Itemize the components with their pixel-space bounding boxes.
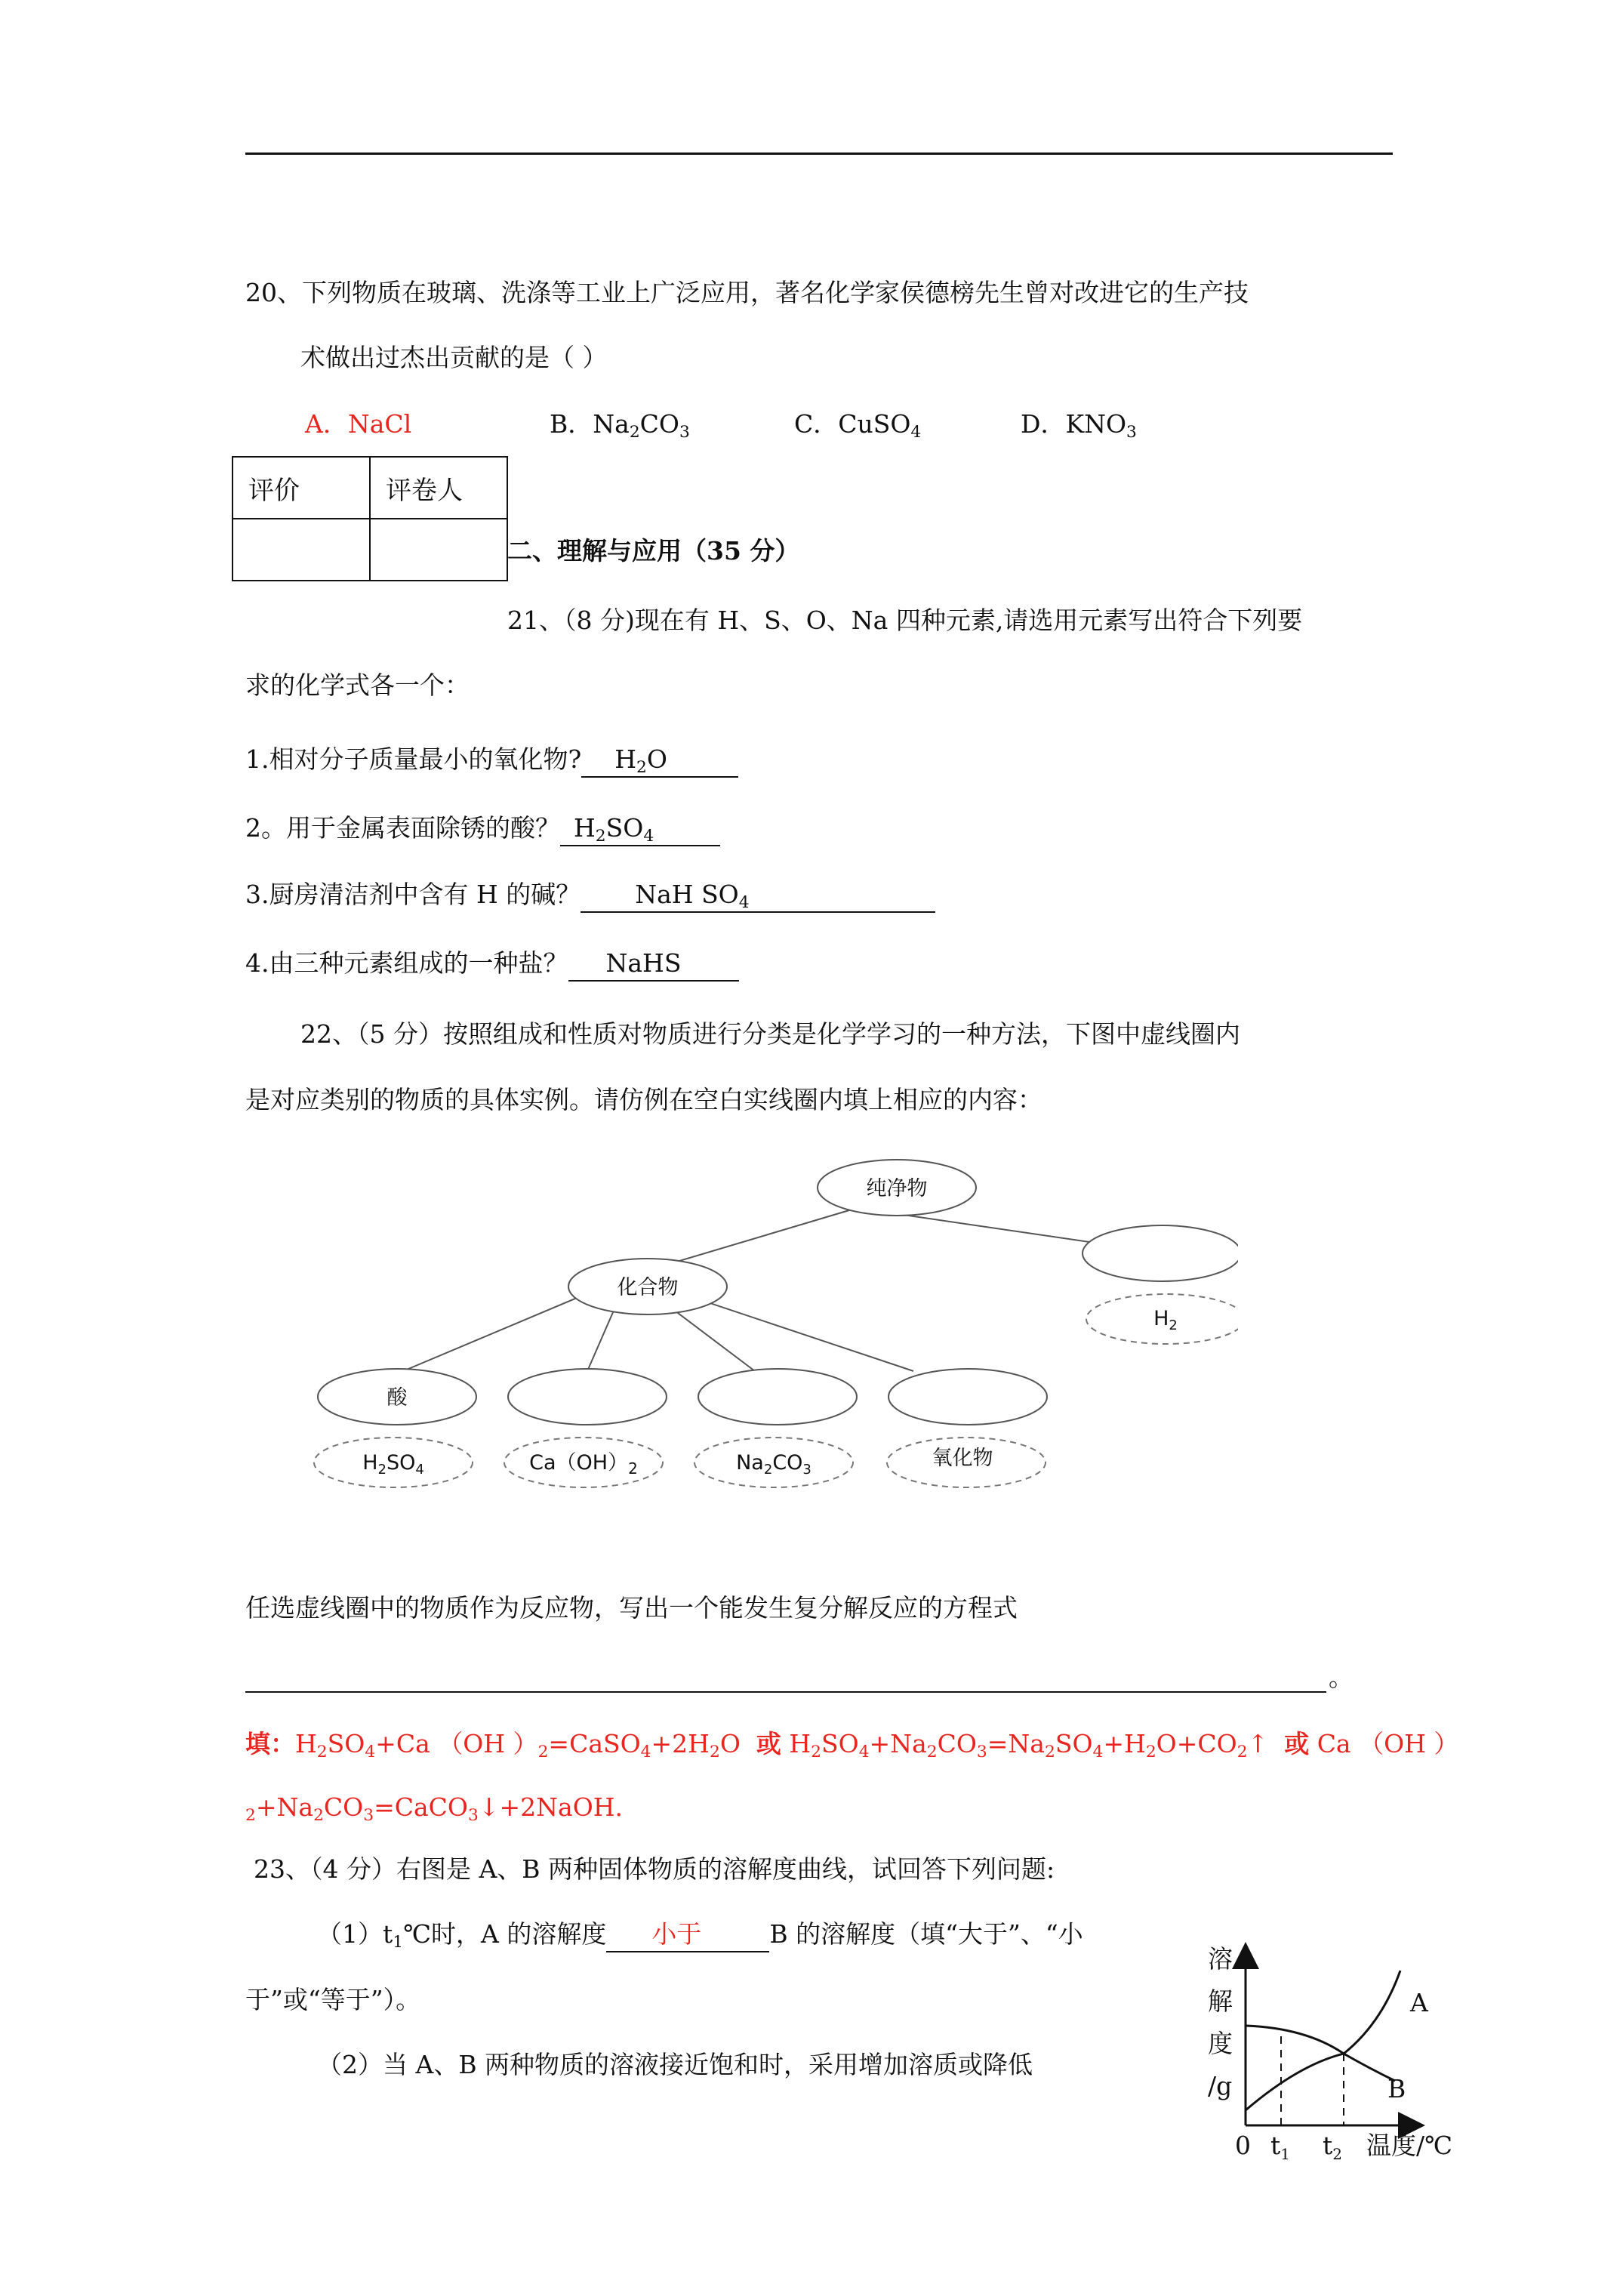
header-rule bbox=[245, 153, 1393, 155]
y-label-3: 度 bbox=[1208, 2029, 1233, 2058]
node-blank-elemental bbox=[1083, 1225, 1238, 1281]
example-oxide-label: 氧化物 bbox=[932, 1447, 993, 1470]
q21-item-3: 3.厨房清洁剂中含有 H 的碱？ NaH $SO_4$ bbox=[245, 878, 935, 913]
section-2-title: 二、理解与应用（35 分） bbox=[507, 536, 800, 566]
q22-stem-line2: 是对应类别的物质的具体实例。请仿例在空白实线圈内填上相应的内容： bbox=[245, 1085, 1042, 1114]
curve-b-label: B bbox=[1387, 2074, 1406, 2103]
y-label-1: 溶 bbox=[1208, 1944, 1233, 1974]
score-table-cell-rating bbox=[233, 519, 370, 581]
q23-part1-line2: 于”或“等于”）。 bbox=[245, 1985, 421, 2014]
q22-answer-line1: 填：$H_2SO_4+Ca$ （OH ）$_2=CaSO_4+2H_2O$ 或 $H_2SO_4+Na_2CO_3=Na_2SO_4+H_2O+CO_2↑$ 或 Ca （OH ） bbox=[245, 1729, 1459, 1762]
score-table-header-grader: 评卷人 bbox=[370, 457, 507, 519]
t2-label: $t_2$ bbox=[1323, 2131, 1342, 2159]
curve-a-label: A bbox=[1410, 1988, 1428, 2017]
y-label-2: 解 bbox=[1208, 1986, 1233, 2016]
curve-b bbox=[1246, 2026, 1395, 2081]
q23-stem: 23、（4 分）右图是 A、B 两种固体物质的溶解度曲线，试回答下列问题: bbox=[254, 1854, 1055, 1884]
q21-stem-line1: 21、（8 分)现在有 H、S、O、Na 四种元素,请选用元素写出符合下列要 bbox=[507, 606, 1303, 635]
q21-item-1: 1.相对分子质量最小的氧化物? $H_2O$ bbox=[245, 743, 738, 778]
solubility-curve-graph bbox=[1193, 1933, 1502, 2159]
q21-item-4-answer: NaHS bbox=[568, 947, 739, 982]
q21-item-2: 2。用于金属表面除锈的酸？ $H_2SO_4$ bbox=[245, 812, 720, 846]
q23-part1-answer: 小于 bbox=[606, 1918, 769, 1952]
node-compound-label: 化合物 bbox=[617, 1276, 679, 1299]
q22-end-mark: 。 bbox=[1329, 1663, 1354, 1692]
curve-a bbox=[1246, 1971, 1400, 2110]
q23-part2-line1: （2）当 A、B 两种物质的溶液接近饱和时，采用增加溶质或降低 bbox=[317, 2050, 1033, 2079]
score-table-header-rating: 评价 bbox=[233, 457, 370, 519]
q21-item-2-answer: $H_2SO_4$ bbox=[560, 812, 720, 846]
q22-answer-blank bbox=[245, 1691, 1326, 1693]
node-blank-base bbox=[508, 1369, 667, 1425]
q21-item-1-answer: $H_2O$ bbox=[581, 743, 738, 778]
t1-label: $t_1$ bbox=[1270, 2131, 1290, 2159]
q23-part1-line1: $(1)t_1℃$时，A 的溶解度 小于 B 的溶解度（填“大于”、“小 bbox=[317, 1919, 1083, 1952]
node-pure-substance-label: 纯净物 bbox=[866, 1177, 928, 1200]
y-label-4: /g bbox=[1208, 2071, 1233, 2100]
q21-item-3-answer: NaH $SO_4$ bbox=[581, 878, 935, 913]
q20-stem-line2: 术做出过杰出贡献的是（ ） bbox=[300, 343, 608, 372]
q22-prompt: 任选虚线圈中的物质作为反应物，写出一个能发生复分解反应的方程式 bbox=[245, 1593, 1018, 1623]
score-table-cell-grader bbox=[370, 519, 507, 581]
score-table bbox=[232, 456, 508, 581]
q20-option-c: C．CuSO$_4$ bbox=[794, 409, 922, 442]
q20-option-a: A．NaCl bbox=[305, 409, 412, 439]
q20-option-d: D．$KNO_3$ bbox=[1021, 409, 1137, 442]
origin-label: 0 bbox=[1235, 2131, 1251, 2159]
node-blank-salt bbox=[698, 1369, 857, 1425]
node-blank-oxide bbox=[888, 1369, 1047, 1425]
example-na2co3-label: $Na_2CO_3$ bbox=[736, 1451, 812, 1478]
node-acid-label: 酸 bbox=[387, 1386, 408, 1410]
example-caoh2-label: $Ca(OH)_2$ bbox=[529, 1451, 638, 1478]
q20-stem-line1: 20、下列物质在玻璃、洗涤等工业上广泛应用，著名化学家侯德榜先生曾对改进它的生产技 bbox=[245, 278, 1249, 307]
classification-diagram bbox=[287, 1148, 1238, 1495]
q20-option-b: B．$Na_2CO_3$ bbox=[550, 409, 690, 442]
q21-item-4: 4.由三种元素组成的一种盐？ NaHS bbox=[245, 947, 739, 982]
q22-answer-line2: $_2+Na_2CO_3=CaCO_3↓+2NaOH$. bbox=[245, 1792, 624, 1826]
x-axis-label: 温度/℃ bbox=[1366, 2131, 1453, 2159]
example-h2-label: $H_2$ bbox=[1153, 1307, 1178, 1333]
q22-stem-line1: 22、（5 分）按照组成和性质对物质进行分类是化学学习的一种方法，下图中虚线圈内 bbox=[300, 1019, 1240, 1049]
q21-stem-line2: 求的化学式各一个： bbox=[245, 670, 470, 700]
example-h2so4-label: $H_2SO_4$ bbox=[362, 1451, 424, 1478]
